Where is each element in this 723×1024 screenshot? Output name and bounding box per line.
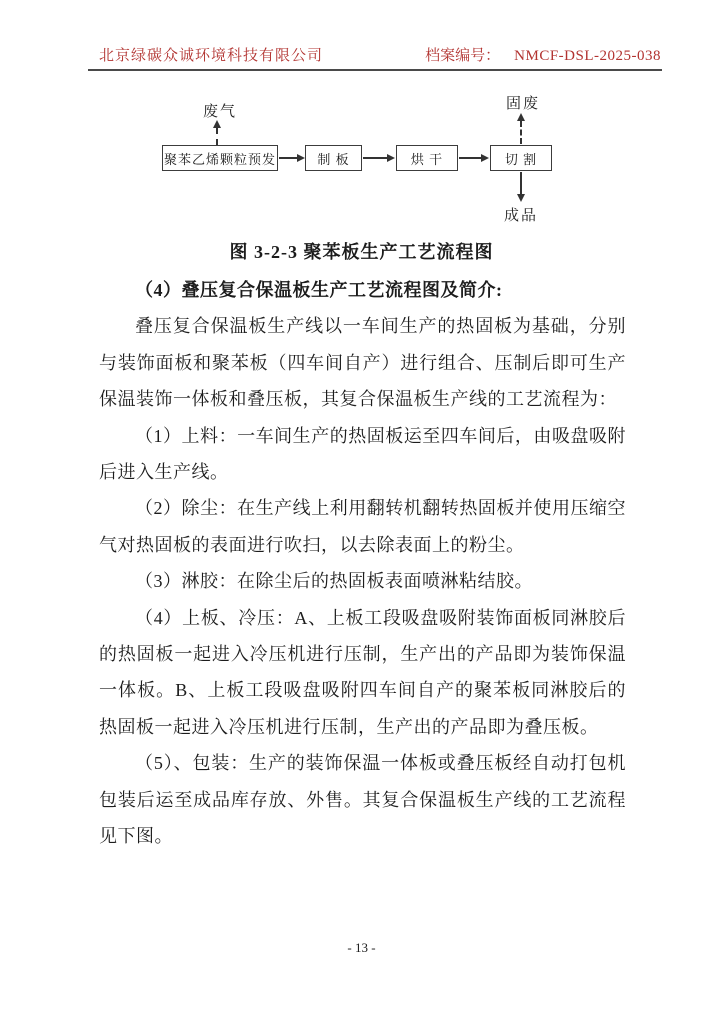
flow-node-cutting: 切 割 — [490, 145, 552, 171]
paragraph-step3: （3）淋胶：在除尘后的热固板表面喷淋粘结胶。 — [135, 571, 533, 592]
archive-value: NMCF-DSL-2025-038 — [514, 48, 661, 64]
paragraph-step4: （4）上板、冷压：A、上板工段吸盘吸附装饰面板同淋胶后的热固板一起进入冷压机进行压制，生产出的产品即为装饰保温一体板。B、上板工段吸盘吸附四车间自产的聚苯板同淋胶后的热固板一起进入冷压机进行压制，生产出的产品即为叠压板。 — [99, 607, 626, 737]
flow-arrow-3 — [459, 153, 489, 163]
flow-arrow-2 — [363, 153, 395, 163]
figure-caption: 图 3-2-3 聚苯板生产工艺流程图 — [229, 242, 494, 262]
header-company-name: 北京绿碳众诚环境科技有限公司 — [99, 48, 324, 64]
flow-arrow-1 — [279, 153, 305, 163]
waste-gas-arrow — [212, 120, 222, 145]
paragraph-step2: （2）除尘：在生产线上利用翻转机翻转热固板并使用压缩空气对热固板的表面进行吹扫，以去除表面上的粉尘。 — [99, 498, 626, 555]
page-number: - 13 - — [347, 940, 376, 955]
solid-waste-arrow — [516, 113, 526, 144]
product-arrow — [516, 172, 526, 202]
paragraph-step5: （5）、包装：生产的装饰保温一体板或叠压板经自动打包机包装后运至成品库存放、外售。其复合保温板生产线的工艺流程见下图。 — [99, 753, 626, 847]
section-heading: （4）叠压复合保温板生产工艺流程图及简介: — [135, 280, 503, 300]
flow-node-prefoam: 聚苯乙烯颗粒预发 — [162, 145, 278, 171]
waste-gas-label: 废气 — [203, 104, 238, 120]
solid-waste-label: 固废 — [506, 96, 541, 112]
flow-node-board-making: 制 板 — [305, 145, 362, 171]
body-text — [99, 272, 626, 855]
flow-node-drying: 烘 干 — [396, 145, 458, 171]
process-flowchart — [0, 0, 723, 240]
paragraph-step1: （1）上料：一车间生产的热固板运至四车间后，由吸盘吸附后进入生产线。 — [99, 425, 626, 483]
paragraph-intro: 叠压复合保温板生产线以一车间生产的热固板为基础，分别与装饰面板和聚苯板（四车间自产）进行组合、压制后即可生产保温装饰一体板和叠压板，其复合保温板生产线的工艺流程为： — [99, 316, 626, 410]
product-label: 成品 — [504, 208, 539, 224]
archive-label: 档案编号： — [425, 48, 501, 64]
